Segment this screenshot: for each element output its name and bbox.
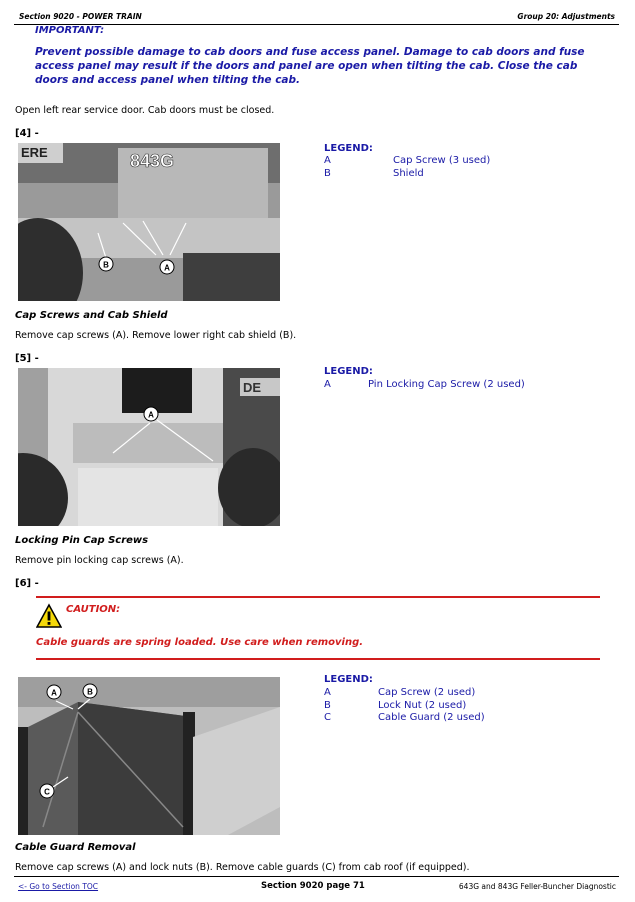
document-title: 643G and 843G Feller-Buncher Diagnostic (458, 882, 616, 891)
legend-letter: A (324, 155, 331, 166)
page-header (14, 8, 619, 25)
figure-caption: Locking Pin Cap Screws (15, 535, 149, 546)
legend-text: Cable Guard (2 used) (378, 712, 485, 723)
legend-title: LEGEND: (324, 366, 373, 377)
step-number: [4] - (15, 128, 39, 139)
svg-text:ERE: ERE (21, 145, 48, 160)
legend-text: Lock Nut (2 used) (378, 699, 467, 711)
step-number: [5] - (15, 353, 39, 364)
legend-title: LEGEND: (324, 674, 373, 685)
legend-title: LEGEND: (324, 143, 373, 154)
legend-text: Cap Screw (3 used) (393, 155, 491, 166)
callout-c: C (44, 787, 50, 797)
step-text: Remove cap screws (A) and lock nuts (B). Remove cable guards (C) from cab roof (if equipped). (15, 862, 470, 873)
legend-letter: C (324, 712, 331, 723)
caution-text: Cable guards are spring loaded. Use care when removing. (36, 637, 364, 648)
figure-caption: Cap Screws and Cab Shield (15, 310, 168, 321)
machine-model-label: 843G (130, 151, 175, 171)
legend-text: Pin Locking Cap Screw (2 used) (368, 379, 525, 390)
photo-cap-screws-shield (18, 143, 280, 301)
legend-text: Shield (393, 167, 424, 179)
caution-top-rule (36, 596, 600, 598)
caution-bottom-rule (36, 658, 600, 660)
step-text: Remove cap screws (A). Remove lower right cab shield (B). (15, 330, 297, 341)
svg-text:DE: DE (243, 380, 262, 395)
figure-caption: Cable Guard Removal (15, 842, 136, 853)
important-title: IMPORTANT: (35, 25, 105, 36)
photo-cable-guard (18, 677, 280, 835)
page-footer (14, 876, 619, 897)
step-text: Remove pin locking cap screws (A). (15, 555, 184, 566)
legend-letter: B (324, 699, 331, 711)
legend-letter: B (324, 167, 331, 179)
section-title: Section 9020 - POWER TRAIN (19, 12, 142, 21)
legend-text: Cap Screw (2 used) (378, 687, 476, 698)
photo-locking-pin-cap-screws (18, 368, 280, 526)
callout-b: B (103, 260, 109, 270)
warning-triangle-icon (36, 603, 62, 629)
intro-text: Open left rear service door. Cab doors must be closed. (15, 105, 275, 116)
callout-b: B (87, 687, 93, 697)
step-number: [6] - (15, 578, 39, 589)
callout-a: A (164, 263, 170, 273)
page-number: Section 9020 page 71 (261, 881, 365, 891)
important-text: Prevent possible damage to cab doors and fuse access panel. Damage to cab doors and fuse access panel may result if the doors and panel are open when tilting the cab. Close the cab doors and access panel when tilting the cab. (35, 46, 585, 86)
section-toc-link[interactable]: <- Go to Section TOC (18, 882, 99, 891)
legend-letter: A (324, 687, 331, 698)
callout-a: A (51, 688, 57, 698)
legend-letter: A (324, 379, 331, 390)
callout-a: A (148, 410, 154, 420)
group-title: Group 20: Adjustments (517, 12, 615, 21)
caution-title: CAUTION: (66, 604, 121, 615)
